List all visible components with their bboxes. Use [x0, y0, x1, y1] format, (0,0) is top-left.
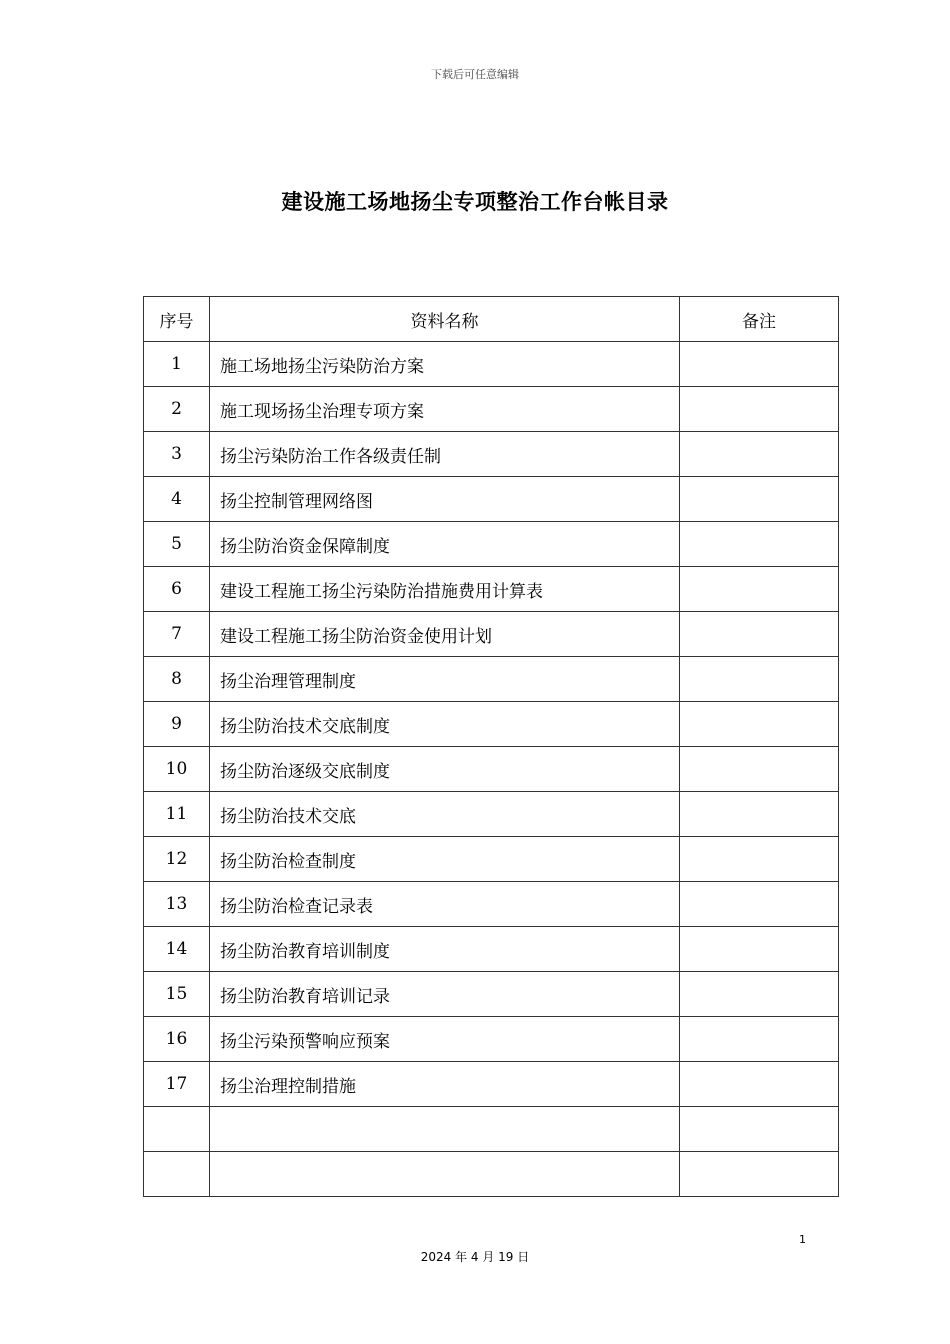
row-number-cell: 6	[144, 567, 210, 612]
document-name-cell: 扬尘污染预警响应预案	[210, 1017, 680, 1062]
document-name-cell: 扬尘治理控制措施	[210, 1062, 680, 1107]
row-number-cell: 11	[144, 792, 210, 837]
note-cell	[680, 657, 839, 702]
table-row	[144, 1152, 839, 1197]
row-number-cell: 3	[144, 432, 210, 477]
row-number-cell: 4	[144, 477, 210, 522]
document-name-cell: 扬尘污染防治工作各级责任制	[210, 432, 680, 477]
row-number-cell: 15	[144, 972, 210, 1017]
footer-date: 2024 年 4 月 19 日	[420, 1250, 530, 1264]
table-row	[144, 972, 839, 1017]
header-note: 下载后可任意编辑	[431, 68, 519, 81]
document-name-cell: 扬尘治理管理制度	[210, 657, 680, 702]
row-number-cell: 13	[144, 882, 210, 927]
table-row	[144, 927, 839, 972]
table-row	[144, 432, 839, 477]
document-name-cell: 施工场地扬尘污染防治方案	[210, 342, 680, 387]
note-cell	[680, 1107, 839, 1152]
row-number-cell: 9	[144, 702, 210, 747]
document-name-cell: 扬尘防治教育培训记录	[210, 972, 680, 1017]
note-cell	[680, 1017, 839, 1062]
note-cell	[680, 567, 839, 612]
document-name-cell: 建设工程施工扬尘污染防治措施费用计算表	[210, 567, 680, 612]
column-header-name: 资料名称	[210, 297, 680, 342]
row-number-cell: 12	[144, 837, 210, 882]
note-cell	[680, 1062, 839, 1107]
catalog-table	[143, 296, 839, 1197]
table-row	[144, 747, 839, 792]
row-number-cell: 1	[144, 342, 210, 387]
table-row	[144, 702, 839, 747]
note-cell	[680, 612, 839, 657]
table-row	[144, 612, 839, 657]
note-cell	[680, 927, 839, 972]
row-number-cell: 7	[144, 612, 210, 657]
document-name-cell	[210, 1107, 680, 1152]
note-cell	[680, 432, 839, 477]
document-name-cell: 施工现场扬尘治理专项方案	[210, 387, 680, 432]
note-cell	[680, 792, 839, 837]
table-row	[144, 657, 839, 702]
column-header-note: 备注	[680, 297, 839, 342]
row-number-cell: 2	[144, 387, 210, 432]
document-name-cell	[210, 1152, 680, 1197]
table-row	[144, 882, 839, 927]
row-number-cell	[144, 1152, 210, 1197]
row-number-cell: 8	[144, 657, 210, 702]
document-title: 建设施工场地扬尘专项整治工作台帐目录	[281, 190, 669, 214]
table-row	[144, 792, 839, 837]
note-cell	[680, 972, 839, 1017]
row-number-cell: 5	[144, 522, 210, 567]
row-number-cell: 14	[144, 927, 210, 972]
document-name-cell: 建设工程施工扬尘防治资金使用计划	[210, 612, 680, 657]
note-cell	[680, 702, 839, 747]
note-cell	[680, 342, 839, 387]
document-name-cell: 扬尘防治逐级交底制度	[210, 747, 680, 792]
note-cell	[680, 387, 839, 432]
table-row	[144, 522, 839, 567]
document-name-cell: 扬尘防治技术交底	[210, 792, 680, 837]
document-name-cell: 扬尘防治资金保障制度	[210, 522, 680, 567]
note-cell	[680, 477, 839, 522]
page-number: 1	[799, 1233, 806, 1246]
column-header-number: 序号	[144, 297, 210, 342]
document-name-cell: 扬尘防治技术交底制度	[210, 702, 680, 747]
note-cell	[680, 882, 839, 927]
row-number-cell: 10	[144, 747, 210, 792]
document-name-cell: 扬尘防治检查制度	[210, 837, 680, 882]
row-number-cell: 16	[144, 1017, 210, 1062]
note-cell	[680, 837, 839, 882]
row-number-cell: 17	[144, 1062, 210, 1107]
row-number-cell	[144, 1107, 210, 1152]
table-row	[144, 342, 839, 387]
document-name-cell: 扬尘控制管理网络图	[210, 477, 680, 522]
table-body	[144, 342, 839, 1197]
table-row	[144, 567, 839, 612]
document-name-cell: 扬尘防治检查记录表	[210, 882, 680, 927]
note-cell	[680, 522, 839, 567]
table-row	[144, 837, 839, 882]
note-cell	[680, 747, 839, 792]
table-row	[144, 1062, 839, 1107]
table-header-row	[144, 297, 839, 342]
document-name-cell: 扬尘防治教育培训制度	[210, 927, 680, 972]
table-row	[144, 1107, 839, 1152]
table-row	[144, 387, 839, 432]
note-cell	[680, 1152, 839, 1197]
table-row	[144, 1017, 839, 1062]
table-row	[144, 477, 839, 522]
